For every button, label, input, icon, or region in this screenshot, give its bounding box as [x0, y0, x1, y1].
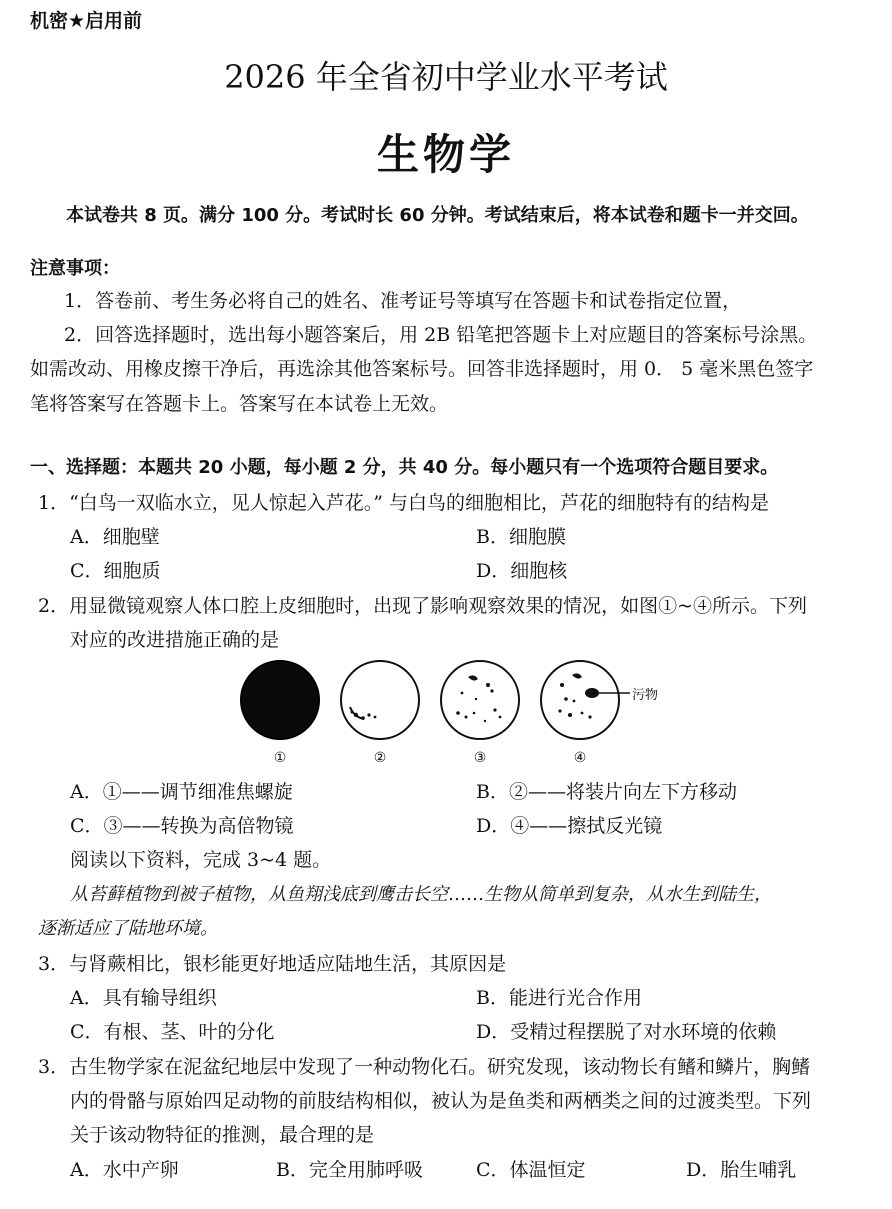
notes-item-1: 1．答卷前、考生务必将自己的姓名、准考证号等填写在答题卡和试卷指定位置，	[64, 290, 742, 312]
question-2-option-b: B．②——将装片向左下方移动	[476, 781, 737, 803]
question-4-option-b: B．完全用肺呼吸	[276, 1159, 423, 1181]
question-2-stem-line2: 对应的改进措施正确的是	[70, 629, 280, 651]
field-1-dark	[241, 661, 319, 739]
field-2-cells-offset	[341, 661, 419, 739]
question-1-option-d: D．细胞核	[476, 560, 568, 582]
question-2-stem-line1: 2．用显微镜观察人体口腔上皮细胞时，出现了影响观察效果的情况，如图①~④所示。下列	[38, 595, 808, 617]
question-1-stem: 1．“白鸟一双临水立，见人惊起入芦花。” 与白鸟的细胞相比，芦花的细胞特有的结构是	[38, 492, 770, 514]
field-3-small-cells	[441, 661, 519, 739]
question-2-option-c: C．③——转换为高倍物镜	[70, 815, 294, 837]
question-1-option-a: A．细胞壁	[70, 526, 160, 548]
figure-label-1: ①	[273, 750, 287, 766]
question-4-stem-line3: 关于该动物特征的推测，最合理的是	[70, 1124, 375, 1146]
section-1-heading: 一、选择题：本题共 20 小题，每小题 2 分，共 40 分。每小题只有一个选项符合题目要求。	[30, 457, 779, 478]
figure-label-2: ②	[373, 750, 387, 766]
reading-material-line1: 从苔藓植物到被子植物，从鱼翔浅底到鹰击长空……生物从简单到复杂，从水生到陆生，	[70, 884, 772, 905]
figure-label-3: ③	[473, 750, 487, 766]
notes-item-2-line3: 笔将答案写在答题卡上。答案写在本试卷上无效。	[30, 393, 449, 415]
reading-material-line2: 逐渐适应了陆地环境。	[38, 918, 218, 939]
subject-title: 生物学	[376, 130, 515, 179]
question-2-option-d: D．④——擦拭反光镜	[476, 815, 663, 837]
question-3-stem: 3．与肾蕨相比，银杉能更好地适应陆地生活，其原因是	[38, 953, 507, 975]
notes-item-2-line2: 如需改动、用橡皮擦干净后，再选涂其他答案标号。回答非选择题时，用 0． 5 毫米黑色签字	[30, 358, 814, 380]
question-2-option-a: A．①——调节细准焦螺旋	[70, 781, 293, 803]
reading-intro: 阅读以下资料，完成 3~4 题。	[70, 849, 332, 871]
question-4-option-c: C．体温恒定	[476, 1159, 586, 1181]
question-4-option-a: A．水中产卵	[70, 1159, 179, 1181]
question-1-option-c: C．细胞质	[70, 560, 161, 582]
question-4-stem-line1: 3．古生物学家在泥盆纪地层中发现了一种动物化石。研究发现，该动物长有鳍和鳞片，胸鳍	[38, 1056, 811, 1078]
question-3-option-c: C．有根、茎、叶的分化	[70, 1021, 275, 1043]
question-4-option-d: D．胎生哺乳	[686, 1159, 797, 1181]
exam-title: 2026 年全省初中学业水平考试	[224, 58, 668, 96]
question-4-stem-line2: 内的骨骼与原始四足动物的前肢结构相似，被认为是鱼类和两栖类之间的过渡类型。下列	[70, 1090, 812, 1112]
question-3-option-a: A．具有输导组织	[70, 987, 217, 1009]
notes-title: 注意事项：	[30, 258, 120, 279]
question-3-option-d: D．受精过程摆脱了对水环境的依赖	[476, 1021, 777, 1043]
exam-intro: 本试卷共 8 页。满分 100 分。考试时长 60 分钟。考试结束后，将本试卷和题卡一并交回。	[66, 205, 809, 226]
figure-label-4: ④	[573, 750, 587, 766]
field-4-dirt	[541, 661, 630, 739]
microscope-field-figure	[230, 655, 690, 775]
question-3-option-b: B．能进行光合作用	[476, 987, 642, 1009]
question-1-option-b: B．细胞膜	[476, 526, 566, 548]
confidentiality-mark: 机密★启用前	[30, 10, 143, 32]
notes-item-2-line1: 2．回答选择题时，选出每小题答案后，用 2B 铅笔把答题卡上对应题目的答案标号涂黑。	[64, 324, 818, 346]
dirt-label: 污物	[632, 688, 659, 703]
